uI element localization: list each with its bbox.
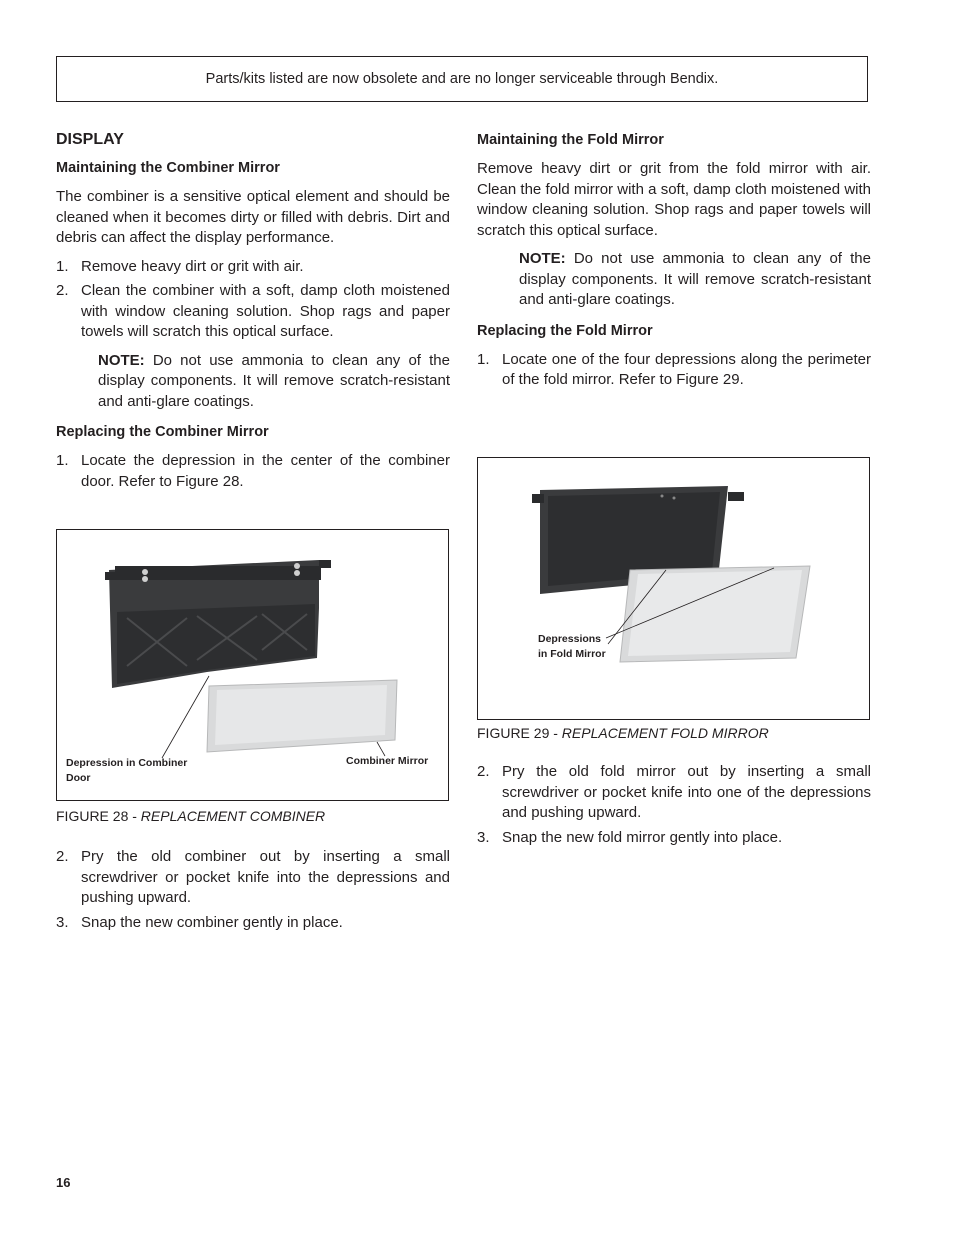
right-after-figure xyxy=(477,762,871,856)
fold-note xyxy=(519,249,871,311)
callout-fold-depressions: Depressions in Fold Mirror xyxy=(538,633,606,660)
list-item: 2. Pry the old fold mirror out by inserting a small screwdriver or pocket knife into one of the depressions and pushing upward. xyxy=(477,763,871,821)
right-column xyxy=(477,130,871,399)
figure-29 xyxy=(477,457,870,720)
section-title: DISPLAY xyxy=(56,131,124,148)
fold-intro: Remove heavy dirt or grit from the fold mirror with air. Clean the fold mirror with a soft, damp cloth moistened with window cleaning solution. Shop rags and paper towels will scratch this optical surface. xyxy=(477,160,871,239)
list-item: 1. Locate the depression in the center of the combiner door. Refer to Figure 28. xyxy=(56,452,450,490)
note-text: Do not use ammonia to clean any of the display components. It will remove scratch-resistant and anti-glare coatings. xyxy=(98,351,450,410)
list-item: 1. Remove heavy dirt or grit with air. xyxy=(56,257,304,275)
combiner-maintain-steps xyxy=(56,257,450,343)
list-item: 3. Snap the new combiner gently in place. xyxy=(56,913,343,931)
list-item: 3. Snap the new fold mirror gently into place. xyxy=(477,828,783,846)
fold-replace-steps-cont xyxy=(477,762,871,848)
fold-replace-heading: Replacing the Fold Mirror xyxy=(477,322,653,339)
fold-maintain-heading: Maintaining the Fold Mirror xyxy=(477,132,664,148)
obsolete-notice-text: Parts/kits listed are now obsolete and are no longer serviceable through Bendix. xyxy=(205,71,719,87)
page-number: 16 xyxy=(56,1175,71,1190)
left-column xyxy=(56,130,450,500)
obsolete-notice xyxy=(56,56,868,102)
combiner-intro: The combiner is a sensitive optical element and should be cleaned when it becomes dirty or filled with debris. Dirt and debris can affect the display performance. xyxy=(56,188,450,246)
fold-replace-steps xyxy=(477,350,871,391)
combiner-replace-steps xyxy=(56,451,450,492)
note-label: NOTE: xyxy=(519,250,566,267)
figure-29-caption: FIGURE 29 - REPLACEMENT FOLD MIRROR xyxy=(477,725,769,741)
combiner-door-inner xyxy=(117,604,315,684)
combiner-replace-heading: Replacing the Combiner Mirror xyxy=(56,424,269,440)
list-item: 2. Clean the combiner with a soft, damp cloth moistened with window cleaning solution. Shop rags and paper towels will scratch this optical surface. xyxy=(56,282,450,340)
figure-28-caption: FIGURE 28 - REPLACEMENT COMBINER xyxy=(56,808,326,824)
combiner-maintain-heading: Maintaining the Combiner Mirror xyxy=(56,160,280,176)
note-text: Do not use ammonia to clean any of the display components. It will remove scratch-resistant and anti-glare coatings. xyxy=(519,250,871,308)
figure-28 xyxy=(56,529,449,801)
left-after-figure xyxy=(56,847,450,941)
combiner-replace-steps-cont xyxy=(56,847,450,933)
callout-combiner-mirror: Combiner Mirror xyxy=(346,755,429,767)
combiner-note xyxy=(98,351,450,413)
list-item: 1. Locate one of the four depressions along the perimeter of the fold mirror. Refer to Figure 29. xyxy=(477,350,871,388)
fold-mirror-illustration xyxy=(478,458,869,719)
list-item: 2. Pry the old combiner out by inserting a small screwdriver or pocket knife into the depressions and pushing upward. xyxy=(56,848,450,906)
note-label: NOTE: xyxy=(98,351,145,369)
callout-depression: Depression in Combiner Door xyxy=(66,757,188,784)
